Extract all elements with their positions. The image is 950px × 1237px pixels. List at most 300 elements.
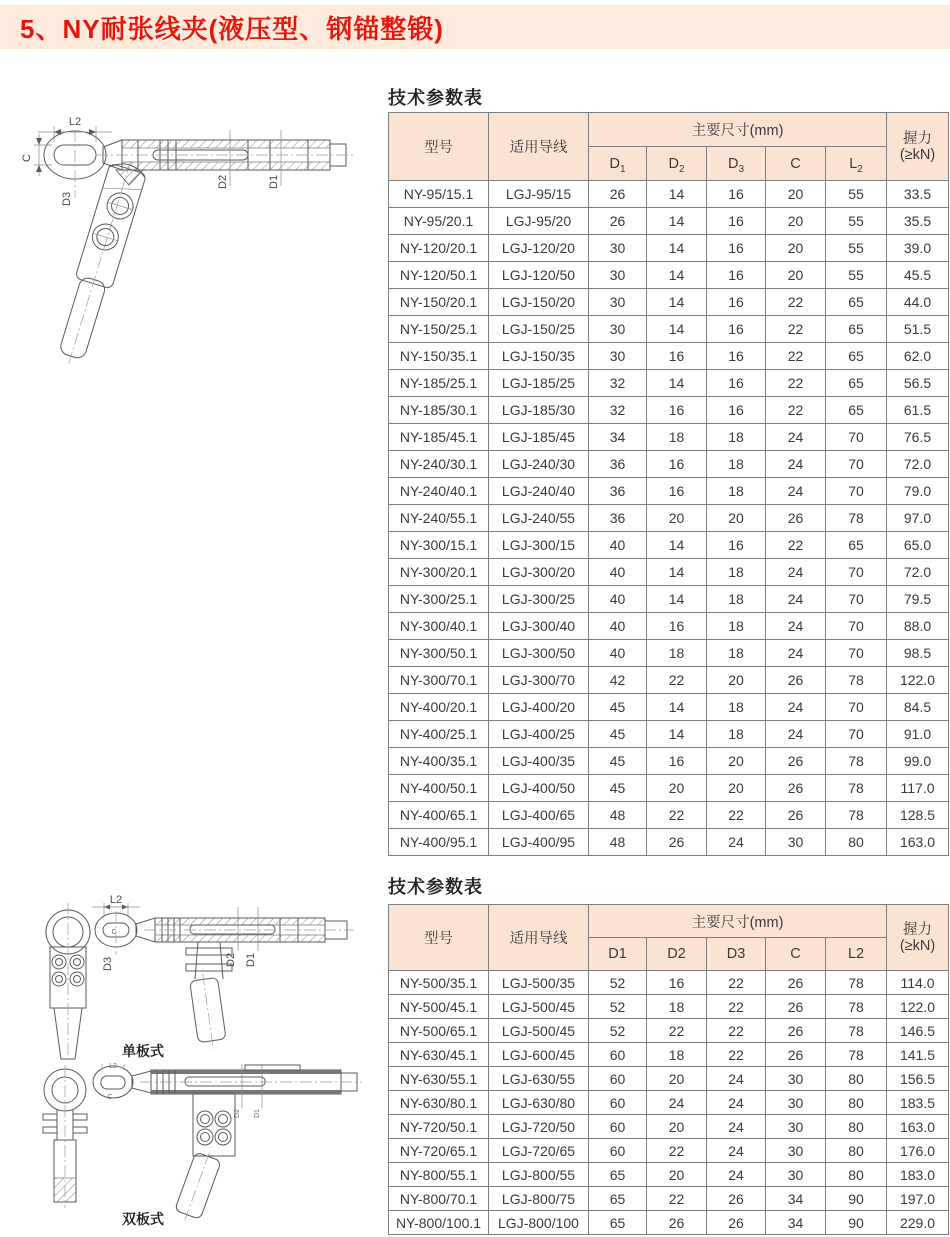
table-cell: 24 — [707, 1067, 766, 1091]
table-cell: 76.5 — [887, 424, 949, 451]
table-cell: NY-400/95.1 — [389, 829, 489, 856]
table-cell: 24 — [707, 1091, 766, 1115]
table-cell: 22 — [766, 532, 826, 559]
table-cell: 26 — [766, 995, 826, 1019]
table-cell: 14 — [647, 208, 707, 235]
table-cell: 70 — [826, 451, 887, 478]
front-view — [46, 903, 90, 1061]
table-row — [389, 235, 949, 262]
table-cell: 45 — [589, 721, 647, 748]
table-cell: LGJ-800/100 — [489, 1211, 589, 1235]
table-cell: 114.0 — [887, 971, 949, 995]
table-cell: 16 — [647, 343, 707, 370]
table-cell: NY-300/15.1 — [389, 532, 489, 559]
column-header-model: 型号 — [389, 905, 489, 971]
table-cell: NY-300/25.1 — [389, 586, 489, 613]
front-view — [43, 1065, 87, 1208]
table-cell: 52 — [589, 971, 647, 995]
column-header-c: C — [766, 938, 826, 971]
table-cell: LGJ-300/20 — [489, 559, 589, 586]
table-cell: NY-800/100.1 — [389, 1211, 489, 1235]
table-cell: 18 — [647, 424, 707, 451]
table-cell: 163.0 — [887, 1115, 949, 1139]
table-cell: 99.0 — [887, 748, 949, 775]
table-row — [389, 1091, 949, 1115]
table-cell: LGJ-120/50 — [489, 262, 589, 289]
side-view — [95, 913, 354, 1051]
table-cell: LGJ-720/50 — [489, 1115, 589, 1139]
column-header-c: C — [766, 147, 826, 181]
table-cell: NY-185/25.1 — [389, 370, 489, 397]
table-cell: 20 — [707, 748, 766, 775]
table-cell: 22 — [707, 1019, 766, 1043]
table-cell: 98.5 — [887, 640, 949, 667]
table-cell: 30 — [766, 1115, 826, 1139]
dim-label-c: C — [107, 1094, 113, 1101]
table-cell: NY-630/55.1 — [389, 1067, 489, 1091]
table-cell: 20 — [766, 208, 826, 235]
table-cell: 16 — [707, 235, 766, 262]
table-cell: NY-400/65.1 — [389, 802, 489, 829]
table-cell: 26 — [766, 775, 826, 802]
table-cell: 24 — [707, 1139, 766, 1163]
table-cell: NY-95/15.1 — [389, 181, 489, 208]
table-cell: NY-185/45.1 — [389, 424, 489, 451]
table-cell: 88.0 — [887, 613, 949, 640]
dimension-annotations — [92, 894, 258, 971]
title-banner — [0, 5, 950, 49]
technical-drawing-single-plate — [10, 893, 380, 1063]
table-cell: 16 — [647, 971, 707, 995]
table-cell: 24 — [707, 1115, 766, 1139]
table-cell: LGJ-400/95 — [489, 829, 589, 856]
table-cell: 30 — [766, 829, 826, 856]
table-cell: 18 — [707, 586, 766, 613]
table-cell: 70 — [826, 424, 887, 451]
table-cell: LGJ-300/15 — [489, 532, 589, 559]
table-cell: LGJ-300/25 — [489, 586, 589, 613]
table-row — [389, 721, 949, 748]
table-cell: 122.0 — [887, 667, 949, 694]
table-cell: 24 — [766, 586, 826, 613]
table-cell: 24 — [647, 1091, 707, 1115]
table-row — [389, 262, 949, 289]
column-header-d1: D1 — [589, 938, 647, 971]
table-row — [389, 1139, 949, 1163]
table-cell: 65 — [589, 1163, 647, 1187]
table-cell: 30 — [766, 1091, 826, 1115]
table-cell: 26 — [766, 667, 826, 694]
table-row — [389, 1211, 949, 1235]
table-cell: LGJ-600/45 — [489, 1043, 589, 1067]
table-cell: 16 — [707, 289, 766, 316]
table-cell: 24 — [766, 451, 826, 478]
table-cell: 26 — [589, 208, 647, 235]
table-cell: LGJ-500/45 — [489, 995, 589, 1019]
table-cell: 44.0 — [887, 289, 949, 316]
table-cell: 78 — [826, 1019, 887, 1043]
table-cell: 14 — [647, 235, 707, 262]
table-cell: 14 — [647, 532, 707, 559]
table-cell: 55 — [826, 181, 887, 208]
table-cell: 30 — [766, 1067, 826, 1091]
table-header — [389, 113, 949, 181]
table-cell: 91.0 — [887, 721, 949, 748]
table-cell: LGJ-95/15 — [489, 181, 589, 208]
column-header-l2: L2 — [826, 938, 887, 971]
table-cell: 60 — [589, 1067, 647, 1091]
table-cell: LGJ-185/45 — [489, 424, 589, 451]
table-cell: LGJ-500/45 — [489, 1019, 589, 1043]
table-cell: 20 — [647, 1115, 707, 1139]
table-cell: LGJ-95/20 — [489, 208, 589, 235]
table-cell: LGJ-240/40 — [489, 478, 589, 505]
table-cell: 30 — [766, 1139, 826, 1163]
table-cell: LGJ-500/35 — [489, 971, 589, 995]
table-cell: 97.0 — [887, 505, 949, 532]
table-cell: 35.5 — [887, 208, 949, 235]
table-cell: 26 — [766, 1019, 826, 1043]
table-cell: 55 — [826, 235, 887, 262]
table-cell: 22 — [707, 802, 766, 829]
table-cell: NY-400/35.1 — [389, 748, 489, 775]
table-cell: 79.0 — [887, 478, 949, 505]
table-cell: 80 — [826, 1067, 887, 1091]
table-cell: 45 — [589, 775, 647, 802]
table-cell: LGJ-400/20 — [489, 694, 589, 721]
table-cell: LGJ-150/35 — [489, 343, 589, 370]
table-cell: LGJ-630/55 — [489, 1067, 589, 1091]
column-header-conductor: 适用导线 — [489, 905, 589, 971]
sleeve-joint-hatch — [116, 170, 143, 185]
table-cell: 84.5 — [887, 694, 949, 721]
table-cell: NY-500/45.1 — [389, 995, 489, 1019]
table-cell: 14 — [647, 370, 707, 397]
table-cell: 16 — [707, 370, 766, 397]
drawing-caption-single-plate: 单板式 — [122, 1043, 164, 1059]
table-cell: 18 — [707, 721, 766, 748]
table-cell: 16 — [647, 613, 707, 640]
table-cell: 40 — [589, 613, 647, 640]
side-view — [93, 1065, 362, 1225]
table-cell: LGJ-300/40 — [489, 613, 589, 640]
table-cell: NY-500/65.1 — [389, 1019, 489, 1043]
table-cell: NY-630/45.1 — [389, 1043, 489, 1067]
table-row — [389, 1187, 949, 1211]
table-cell: 78 — [826, 667, 887, 694]
table-cell: 56.5 — [887, 370, 949, 397]
spec-table-2 — [388, 904, 949, 1235]
table-cell: 65 — [589, 1187, 647, 1211]
table-row — [389, 694, 949, 721]
table-cell: LGJ-120/20 — [489, 235, 589, 262]
table-cell: 18 — [707, 640, 766, 667]
table-body — [389, 971, 949, 1235]
table-cell: 65 — [826, 289, 887, 316]
table-cell: 20 — [647, 1163, 707, 1187]
drawing-caption-double-plate: 双板式 — [122, 1211, 164, 1227]
table-cell: 16 — [707, 208, 766, 235]
table-cell: 18 — [707, 694, 766, 721]
table-row — [389, 532, 949, 559]
table-cell: 90 — [826, 1187, 887, 1211]
column-header-grip — [887, 905, 949, 971]
table-cell: 60 — [589, 1139, 647, 1163]
table-cell: 176.0 — [887, 1139, 949, 1163]
table-row — [389, 829, 949, 856]
table-cell: LGJ-800/75 — [489, 1187, 589, 1211]
table-cell: 20 — [766, 262, 826, 289]
table-cell: 30 — [589, 343, 647, 370]
table-cell: 16 — [707, 397, 766, 424]
table-cell: 70 — [826, 640, 887, 667]
table-cell: LGJ-720/65 — [489, 1139, 589, 1163]
section-heading: 技术参数表 — [388, 877, 483, 897]
table-cell: 14 — [647, 586, 707, 613]
table-cell: 72.0 — [887, 559, 949, 586]
table-cell: NY-150/25.1 — [389, 316, 489, 343]
table-cell: 79.5 — [887, 586, 949, 613]
table-cell: LGJ-400/65 — [489, 802, 589, 829]
table-cell: LGJ-240/30 — [489, 451, 589, 478]
table-cell: 163.0 — [887, 829, 949, 856]
table-cell: 20 — [707, 505, 766, 532]
table-cell: 65 — [826, 370, 887, 397]
table-cell: 70 — [826, 694, 887, 721]
table-cell: 78 — [826, 802, 887, 829]
table-cell: 20 — [707, 667, 766, 694]
table-cell: 60 — [589, 1115, 647, 1139]
table-row — [389, 640, 949, 667]
table-row — [389, 586, 949, 613]
table-cell: 26 — [707, 1211, 766, 1235]
table-cell: 122.0 — [887, 995, 949, 1019]
technical-drawing-double-plate — [10, 1062, 380, 1237]
table-cell: 117.0 — [887, 775, 949, 802]
table-cell: 30 — [589, 316, 647, 343]
table-cell: 40 — [589, 559, 647, 586]
table-cell: 48 — [589, 829, 647, 856]
table-cell: NY-400/50.1 — [389, 775, 489, 802]
dim-label-l2: L2 — [109, 1063, 117, 1070]
sleeve-drawing — [50, 156, 148, 370]
table-cell: 65.0 — [887, 532, 949, 559]
table-cell: 20 — [766, 181, 826, 208]
table-cell: NY-240/55.1 — [389, 505, 489, 532]
table-row — [389, 316, 949, 343]
table-row — [389, 424, 949, 451]
table-cell: 55 — [826, 262, 887, 289]
column-header-d3: $D_3$ — [707, 147, 766, 181]
table-cell: 16 — [707, 181, 766, 208]
table-cell: 20 — [707, 775, 766, 802]
table-cell: 70 — [826, 478, 887, 505]
table-cell: 14 — [647, 694, 707, 721]
table-row — [389, 559, 949, 586]
table-row — [389, 478, 949, 505]
table-cell: 20 — [647, 505, 707, 532]
table-cell: 22 — [766, 289, 826, 316]
table-cell: 61.5 — [887, 397, 949, 424]
table-cell: 16 — [707, 343, 766, 370]
table-cell: 16 — [707, 262, 766, 289]
table-cell: 40 — [589, 586, 647, 613]
table-cell: 65 — [826, 343, 887, 370]
table-cell: 18 — [647, 1043, 707, 1067]
table-cell: 65 — [826, 532, 887, 559]
table-cell: 18 — [647, 640, 707, 667]
table-cell: 26 — [766, 505, 826, 532]
table-cell: 70 — [826, 613, 887, 640]
barrel-drawing — [96, 140, 356, 170]
table-cell: 22 — [766, 343, 826, 370]
table-cell: NY-720/50.1 — [389, 1115, 489, 1139]
column-header-d3: D3 — [707, 938, 766, 971]
table-cell: 156.5 — [887, 1067, 949, 1091]
column-header-dims-group: 主要尺寸(mm) — [589, 113, 887, 147]
column-header-conductor: 适用导线 — [489, 113, 589, 181]
table-cell: 33.5 — [887, 181, 949, 208]
table-cell: NY-400/20.1 — [389, 694, 489, 721]
table-cell: NY-630/80.1 — [389, 1091, 489, 1115]
table-cell: 80 — [826, 829, 887, 856]
table-cell: 51.5 — [887, 316, 949, 343]
table-cell: 42 — [589, 667, 647, 694]
table-cell: NY-500/35.1 — [389, 971, 489, 995]
dim-label-d3: D3 — [102, 956, 114, 971]
table-cell: NY-300/40.1 — [389, 613, 489, 640]
table-cell: 16 — [647, 748, 707, 775]
column-header-d2: $D_2$ — [647, 147, 707, 181]
table-cell: 14 — [647, 289, 707, 316]
table-cell: NY-95/20.1 — [389, 208, 489, 235]
table-cell: 30 — [589, 235, 647, 262]
table-cell: NY-150/35.1 — [389, 343, 489, 370]
dim-label-d1: D1 — [254, 1109, 261, 1118]
table-cell: 22 — [766, 397, 826, 424]
table-row — [389, 971, 949, 995]
table-cell: 24 — [766, 559, 826, 586]
table-cell: 80 — [826, 1139, 887, 1163]
table-cell: 18 — [647, 995, 707, 1019]
table-cell: 16 — [707, 316, 766, 343]
table-cell: 22 — [707, 995, 766, 1019]
column-header-d1: $D_1$ — [589, 147, 647, 181]
table-cell: 20 — [647, 775, 707, 802]
table-cell: 14 — [647, 721, 707, 748]
table-cell: 78 — [826, 1043, 887, 1067]
table-cell: 16 — [647, 397, 707, 424]
table-cell: 20 — [647, 1067, 707, 1091]
table-cell: 52 — [589, 995, 647, 1019]
table-row — [389, 370, 949, 397]
table-cell: 16 — [707, 532, 766, 559]
table-cell: NY-800/70.1 — [389, 1187, 489, 1211]
table-cell: 183.0 — [887, 1163, 949, 1187]
table-cell: 45 — [589, 694, 647, 721]
table-cell: 60 — [589, 1091, 647, 1115]
table-cell: 90 — [826, 1211, 887, 1235]
table-cell: 146.5 — [887, 1019, 949, 1043]
table-cell: 36 — [589, 505, 647, 532]
table-cell: NY-185/30.1 — [389, 397, 489, 424]
section-heading: 技术参数表 — [388, 88, 483, 108]
table-cell: NY-150/20.1 — [389, 289, 489, 316]
table-cell: 40 — [589, 532, 647, 559]
table-cell: 26 — [707, 1187, 766, 1211]
table-cell: NY-240/30.1 — [389, 451, 489, 478]
table-cell: 80 — [826, 1163, 887, 1187]
table-cell: NY-120/50.1 — [389, 262, 489, 289]
table-cell: 14 — [647, 262, 707, 289]
table-cell: 197.0 — [887, 1187, 949, 1211]
table-cell: NY-300/20.1 — [389, 559, 489, 586]
table-cell: 18 — [707, 478, 766, 505]
table-row — [389, 802, 949, 829]
table-cell: 62.0 — [887, 343, 949, 370]
column-header-dims-group: 主要尺寸(mm) — [589, 905, 887, 938]
table-cell: LGJ-240/55 — [489, 505, 589, 532]
table-row — [389, 1043, 949, 1067]
table-cell: 26 — [766, 971, 826, 995]
table-row — [389, 208, 949, 235]
table-cell: NY-120/20.1 — [389, 235, 489, 262]
table-cell: 24 — [766, 613, 826, 640]
table-cell: 45 — [589, 748, 647, 775]
technical-drawing-main — [8, 92, 380, 430]
table-row — [389, 775, 949, 802]
column-header-l2: $L_2$ — [826, 147, 887, 181]
table-cell: 36 — [589, 451, 647, 478]
table-cell: 65 — [589, 1211, 647, 1235]
table-cell: 32 — [589, 370, 647, 397]
table-cell: 78 — [826, 505, 887, 532]
table-cell: LGJ-400/50 — [489, 775, 589, 802]
table-cell: 65 — [826, 397, 887, 424]
table-cell: 26 — [589, 181, 647, 208]
table-cell: 14 — [647, 316, 707, 343]
table-cell: 70 — [826, 559, 887, 586]
table-cell: 78 — [826, 995, 887, 1019]
table-cell: 22 — [766, 316, 826, 343]
table-cell: LGJ-400/35 — [489, 748, 589, 775]
table-cell: LGJ-185/30 — [489, 397, 589, 424]
table-cell: NY-240/40.1 — [389, 478, 489, 505]
table-cell: 14 — [647, 181, 707, 208]
dimension-annotations — [21, 116, 281, 206]
table-row — [389, 995, 949, 1019]
table-cell: 70 — [826, 586, 887, 613]
table-cell: 78 — [826, 775, 887, 802]
table-row — [389, 397, 949, 424]
table-cell: NY-800/55.1 — [389, 1163, 489, 1187]
table-cell: 78 — [826, 748, 887, 775]
dim-label-l2: L2 — [68, 116, 82, 128]
table-cell: 72.0 — [887, 451, 949, 478]
table-header — [389, 905, 949, 971]
table-cell: 36 — [589, 478, 647, 505]
table-cell: 80 — [826, 1091, 887, 1115]
table-cell: 30 — [589, 262, 647, 289]
dim-label-c: C — [21, 154, 33, 162]
table-cell: 26 — [647, 1211, 707, 1235]
grip-label-line2: (≥kN) — [899, 146, 936, 163]
table-cell: 30 — [766, 1163, 826, 1187]
table-cell: NY-400/25.1 — [389, 721, 489, 748]
dim-label-d1: D1 — [245, 952, 257, 967]
table-cell: 14 — [647, 559, 707, 586]
grip-label-line2: (≥kN) — [899, 937, 936, 954]
